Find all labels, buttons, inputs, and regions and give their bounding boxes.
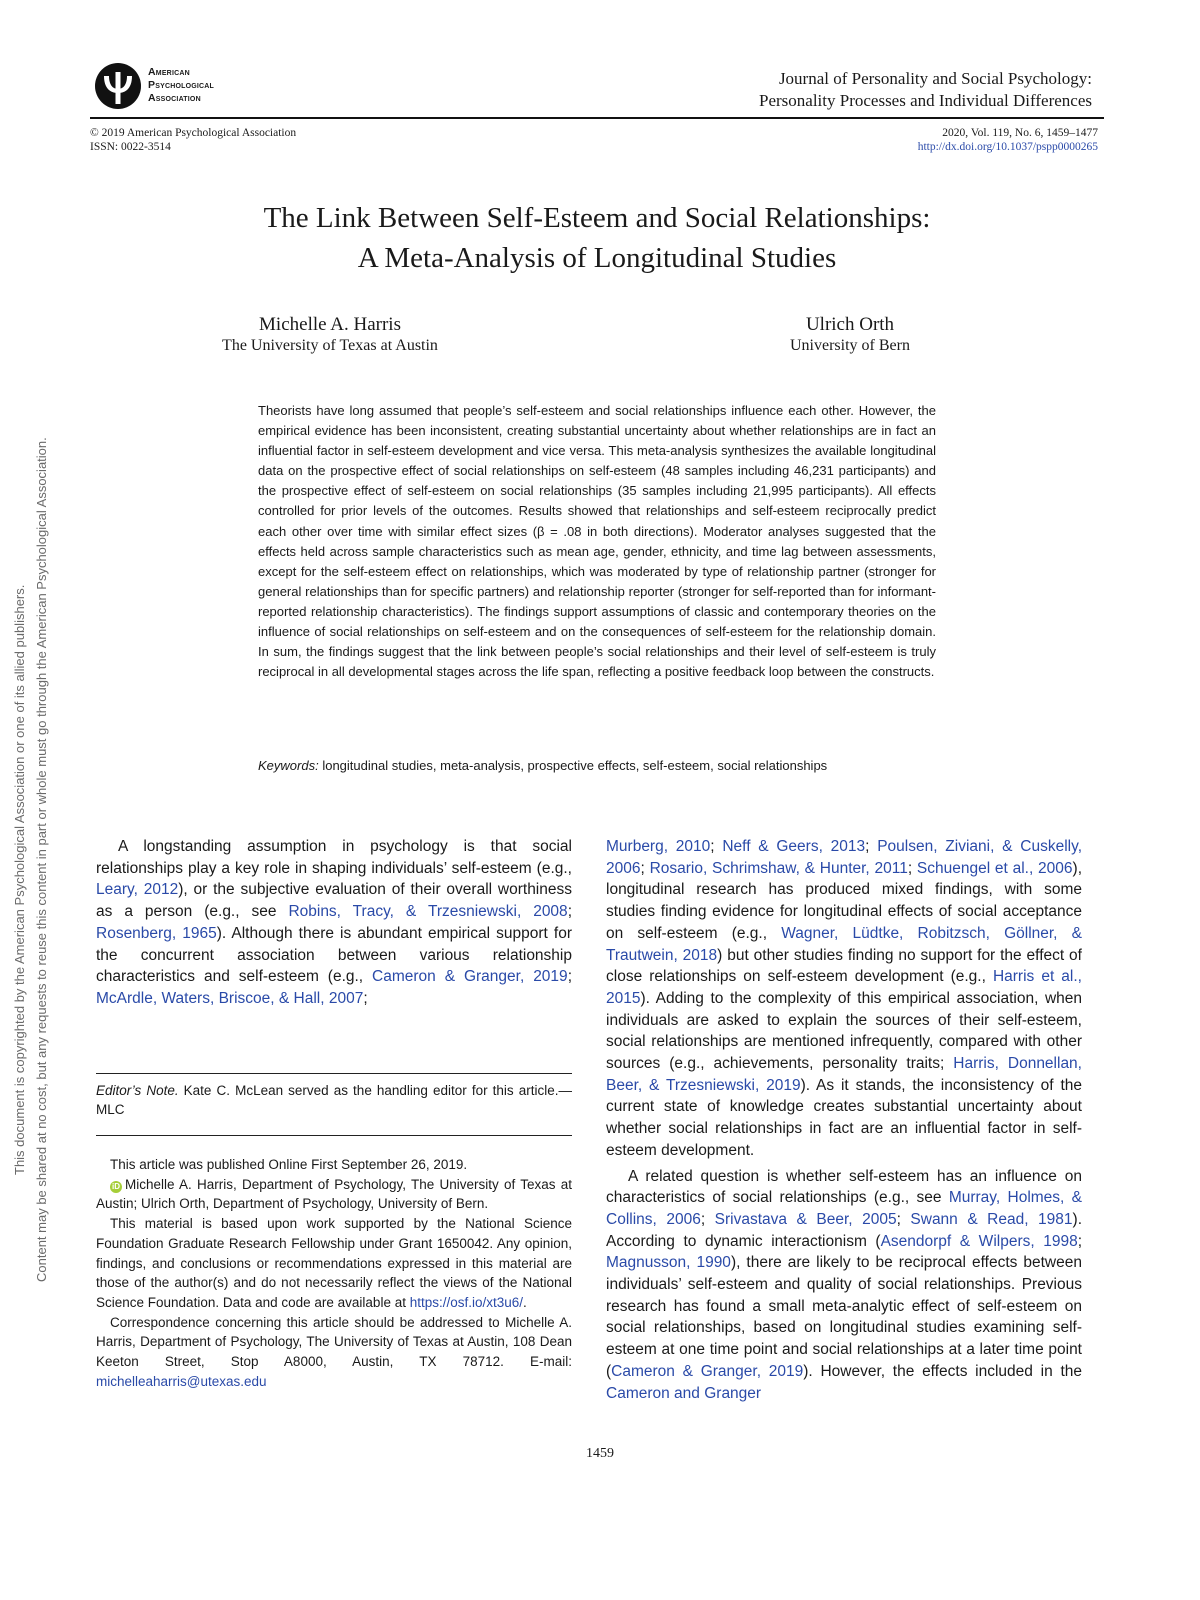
body-text: ), longitudinal research has produced mixed findings, with some studies finding evidence for longitudinal effects of social acceptance on self-esteem (e.g., <box>606 859 1082 942</box>
citation-link[interactable]: Cameron & Granger, 2019 <box>372 968 568 986</box>
funding-text: This material is based upon work supported by the National Science Foundation Graduate Research Fellowship under Grant 1650042. Any opinion, findings, and conclusions or recommendations expressed in this material are those of the author(s) and do not necessarily reflect the views of the National Science Foundation. Data and code are available at <box>96 1216 572 1310</box>
editor-note-rule-bottom <box>96 1135 572 1136</box>
title-line-1: The Link Between Self-Esteem and Social Relationships: <box>263 202 931 234</box>
copyright-watermark <box>0 0 60 1600</box>
funding-end: . <box>523 1294 527 1310</box>
correspondence-text: Correspondence concerning this article should be addressed to Michelle A. Harris, Department of Psychology, The University of Texas at Austin, 108 Dean Keeton Street, Stop A8000, Austin, TX 78712. E-mail: <box>96 1314 572 1370</box>
citation-link[interactable]: Rosario, Schrimshaw, & Hunter, 2011 <box>649 859 908 877</box>
citation-link[interactable]: Swann & Read, 1981 <box>910 1210 1073 1228</box>
publisher-line-2: Psychological <box>148 79 214 91</box>
abstract: Theorists have long assumed that people’s self-esteem and social relationships influence each other. However, the empirical evidence has been inconsistent, creating substantial uncertainty about whether relationships are in fact an influential factor in self-esteem development and vice versa. This meta-analysis synthesizes the available longitudinal data on the prospective effect of social relationships on self-esteem (48 samples including 46,231 participants) and the prospective effect of self-esteem on social relationships (35 samples including 21,995 participants). All effects controlled for prior levels of the outcomes. Results showed that relationships and self-esteem reciprocally predict each other over time with similar effect sizes (β = .08 in both directions). Moderator analyses suggested that the effects held across sample characteristics such as mean age, gender, ethnicity, and time lag between assessments, except for the self-esteem effect on relationships, which was moderated by type of relationship partner (stronger for general relationships than for specific partners) and relationship reporter (stronger for self-reported than for informant-reported relationship characteristics). The findings support assumptions of classic and contemporary theories on the influence of social relationships on self-esteem and on the consequences of self-esteem for the relationship domain. In sum, the findings suggest that the link between people’s social relationships and their level of self-esteem is truly reciprocal in all developmental stages across the life span, reflecting a positive feedback loop between the constructs. <box>258 403 936 680</box>
citation-link[interactable]: Schuengel et al., 2006 <box>916 859 1073 877</box>
body-text: ). As it stands, the inconsistency of the current state of knowledge creates substantial uncertainty about whether social relationships in fact are an influential factor in self-esteem development. <box>606 1076 1082 1159</box>
body-text: ; <box>896 1210 911 1228</box>
article-title <box>90 198 1104 278</box>
author-2 <box>760 313 940 356</box>
body-text: ; <box>363 989 368 1007</box>
body-column-left <box>96 836 572 1010</box>
body-text: ). Although there is abundant empirical support for the concurrent association between various relationship characteristics and self-esteem (e.g., <box>96 924 572 986</box>
copyright-block <box>90 126 296 154</box>
citation-link[interactable]: Robins, Tracy, & Trzesniewski, 2008 <box>288 903 568 921</box>
keywords-list: longitudinal studies, meta-analysis, prospective effects, self-esteem, social relationships <box>322 758 828 773</box>
journal-line-2: Personality Processes and Individual Differences <box>759 91 1092 110</box>
author-notes <box>96 1155 572 1391</box>
body-text: ; <box>700 1210 715 1228</box>
citation-link[interactable]: Neff & Geers, 2013 <box>722 838 866 855</box>
body-text: ; <box>640 859 650 877</box>
apa-logo-icon <box>94 62 142 110</box>
citation-link[interactable]: Harris et al., 2015 <box>606 968 1082 1007</box>
editor-note-text: Kate C. McLean served as the handling editor for this article.—MLC <box>96 1083 572 1117</box>
doi-link[interactable]: http://dx.doi.org/10.1037/pspp0000265 <box>917 141 1098 153</box>
editor-note-label: Editor’s Note. <box>96 1083 179 1098</box>
publisher-line-3: Association <box>148 92 201 104</box>
affiliations-text: Michelle A. Harris, Department of Psychology, The University of Texas at Austin; Ulrich Orth, Department of Psychology, University of Bern. <box>96 1176 572 1212</box>
body-text: ; <box>865 838 878 855</box>
citation-link[interactable]: Cameron & Granger, 2019 <box>611 1362 804 1380</box>
citation-link[interactable]: McArdle, Waters, Briscoe, & Hall, 2007 <box>96 989 364 1007</box>
body-text: ). According to dynamic interactionism ( <box>606 1210 1082 1250</box>
issn: ISSN: 0022-3514 <box>90 141 171 153</box>
watermark-line-1: This document is copyrighted by the American Psychological Association or one of its allied publishers. <box>12 584 27 1175</box>
body-column-right <box>606 836 1082 1404</box>
copyright-notice: © 2019 American Psychological Association <box>90 127 297 139</box>
citation-link[interactable]: Murberg, 2010 <box>606 838 711 855</box>
body-text: A longstanding assumption in psychology is that social relationships play a key role in shaping individuals’ self-esteem (e.g., <box>96 838 572 877</box>
orcid-icon[interactable]: iD <box>112 1181 120 1191</box>
body-text: ), or the subjective evaluation of their overall worthiness as a person (e.g., see <box>96 881 572 921</box>
body-text: ; <box>710 838 723 855</box>
body-text: ; <box>907 859 917 877</box>
citation-link[interactable]: Rosenberg, 1965 <box>96 924 217 942</box>
citation-link[interactable]: Poulsen, Ziviani, & Cuskelly, 2006 <box>606 838 1082 877</box>
body-text: ; <box>567 903 572 921</box>
body-text: ), there are likely to be reciprocal effects between individuals’ self-esteem and quality of social relationships. Previous research has found a small meta-analytic effect of self-esteem on social relationships, based on longitudinal studies examining self-esteem at one time point and social relationships at a later time point ( <box>606 1254 1082 1380</box>
citation-link[interactable]: Leary, 2012 <box>96 881 179 899</box>
body-text: ). Adding to the complexity of this empirical association, when individuals are asked to explain the sources of their self-esteem, social relationships are mentioned infrequently, compared with other sources (e.g., achievements, personality traits; <box>606 989 1082 1073</box>
data-link[interactable]: https://osf.io/xt3u6/ <box>409 1294 524 1310</box>
body-text: ). However, the effects included in the <box>803 1362 1082 1380</box>
journal-line-1: Journal of Personality and Social Psychology: <box>778 69 1092 88</box>
email-link[interactable]: michelleaharris@utexas.edu <box>96 1373 267 1389</box>
footnote-published: This article was published Online First September 26, 2019. <box>110 1157 468 1172</box>
author-1 <box>200 313 460 356</box>
title-line-2: A Meta-Analysis of Longitudinal Studies <box>357 242 837 274</box>
citation-link[interactable]: Cameron and Granger <box>606 1384 762 1402</box>
citation-link[interactable]: Harris, Donnellan, Beer, & Trzesniewski, 2019 <box>606 1055 1082 1094</box>
citation-link[interactable]: Wagner, Lüdtke, Robitzsch, Göllner, & Trautwein, 2018 <box>606 924 1083 964</box>
editor-note <box>96 1081 572 1119</box>
volume-citation: 2020, Vol. 119, No. 6, 1459–1477 <box>942 127 1098 139</box>
citation-block <box>918 126 1098 154</box>
citation-link[interactable]: Srivastava & Beer, 2005 <box>714 1210 897 1228</box>
publisher-line-1: American <box>148 66 190 78</box>
footnote-correspondence <box>96 1313 572 1392</box>
author-1-affiliation: The University of Texas at Austin <box>222 337 438 354</box>
author-1-name: Michelle A. Harris <box>259 314 401 335</box>
author-2-name: Ulrich Orth <box>805 314 895 335</box>
body-text: A related question is whether self-esteem has an influence on characteristics of social relationships (e.g., see <box>606 1167 1082 1207</box>
body-text: ; <box>567 968 572 986</box>
header-rule <box>90 117 1104 119</box>
body-paragraph <box>96 836 572 1010</box>
citation-link[interactable]: Magnusson, 1990 <box>606 1254 731 1272</box>
author-2-affiliation: University of Bern <box>790 337 910 354</box>
body-paragraph <box>606 836 1082 1162</box>
body-text: ) but other studies finding no support for the effect of close relationships on self-esteem development (e.g., <box>606 946 1082 986</box>
citation-link[interactable]: Asendorpf & Wilpers, 1998 <box>880 1232 1078 1250</box>
publisher-wordmark <box>148 66 318 105</box>
keywords <box>258 756 936 776</box>
editor-note-rule-top <box>96 1073 572 1074</box>
keywords-label: Keywords: <box>258 758 319 773</box>
watermark-line-2: Content may be shared at no cost, but any requests to reuse this content in part or whole must go through the American Psychological Association. <box>34 437 49 1282</box>
page-number: 1459 <box>586 1446 614 1461</box>
footnote-affiliations <box>96 1175 572 1214</box>
footnote-funding <box>96 1214 572 1313</box>
journal-name <box>759 68 1092 112</box>
citation-link[interactable]: Murray, Holmes, & Collins, 2006 <box>606 1189 1082 1228</box>
body-text: ; <box>1077 1232 1083 1250</box>
body-paragraph <box>606 1166 1082 1405</box>
